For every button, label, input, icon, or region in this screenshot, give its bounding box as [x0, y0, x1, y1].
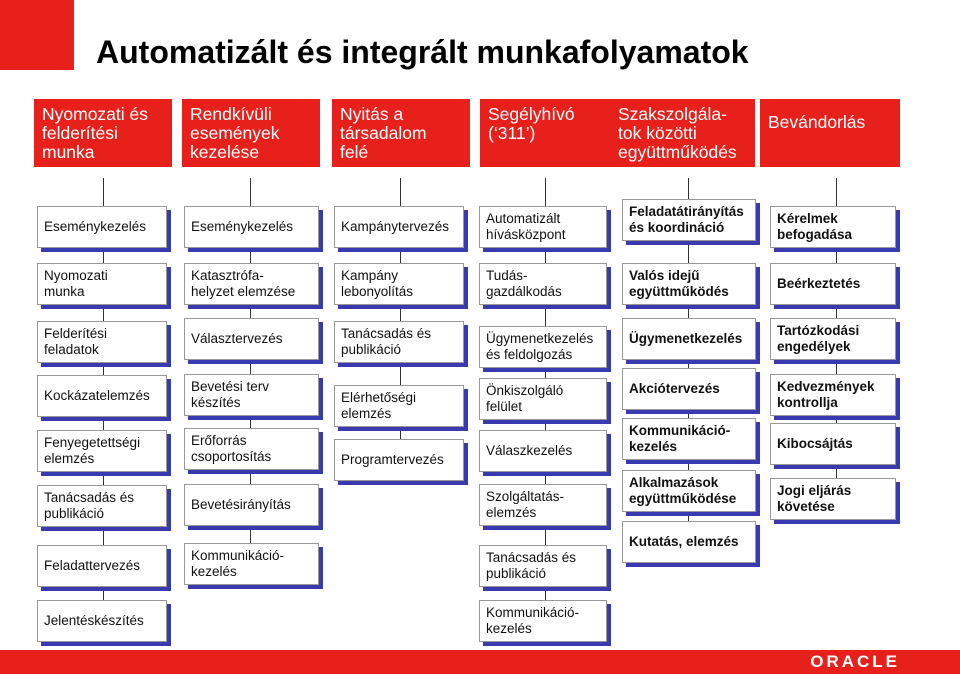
box-label: Elérhetőségi [341, 390, 417, 405]
process-box-elerhetosegi-elemzes [334, 385, 464, 427]
process-box-kommunikacio-kezeles [479, 600, 607, 642]
box-label: Jogi eljárás [777, 483, 852, 498]
box-label: Szolgáltatás- [486, 489, 565, 504]
box-label: Kockázatelemzés [44, 388, 150, 403]
box-label: Eseménykezelés [44, 219, 147, 234]
header-line: Nyitás a [340, 104, 404, 124]
box-label: Akciótervezés [629, 381, 720, 396]
column-header-5 [610, 99, 755, 167]
box-label: Felderítési [44, 326, 108, 341]
box-label: csoportosítás [191, 449, 272, 464]
header-line: Rendkívüli [190, 104, 272, 124]
process-box-ugymenetkezeles [622, 318, 756, 360]
header-line: munka [42, 142, 95, 162]
box-label: Kibocsájtás [777, 436, 853, 451]
process-box-eroforras-csoportositas [184, 428, 319, 470]
process-box-felderitesi-feladatok [37, 321, 167, 363]
header-line: felderítési [42, 123, 118, 143]
box-label: Programtervezés [341, 452, 444, 467]
header-line: (‘311’) [488, 123, 536, 143]
process-box-valasztervezes [184, 318, 319, 360]
box-label: kezelés [486, 621, 532, 636]
box-label: Tanácsadás és [44, 490, 135, 505]
process-box-kerelmek-befogadasa [770, 206, 896, 248]
process-box-valaszkezeles [479, 430, 607, 472]
header-line: Szakszolgála- [618, 104, 727, 124]
column-header-2 [182, 99, 320, 167]
process-box-esemenykezeles [37, 206, 167, 248]
column-header-1 [34, 99, 172, 167]
box-label: Beérkeztetés [777, 276, 861, 291]
box-label: Kommunikáció- [629, 423, 731, 438]
box-label: Kutatás, elemzés [629, 534, 739, 549]
box-label: Kampány [341, 268, 399, 283]
process-box-ugymenetkezeles-es-feldolgozas [479, 326, 607, 368]
process-box-kampanytervezes [334, 206, 464, 248]
box-label: Bevetési terv [191, 379, 270, 394]
header-line: társadalom [340, 123, 427, 143]
header-line: Nyomozati és [42, 104, 149, 124]
header-line: Bevándorlás [768, 112, 866, 132]
box-label: engedélyek [777, 339, 851, 354]
box-label: Tanácsadás és [341, 326, 432, 341]
process-box-tanacsadas-es-publikacio [334, 321, 464, 363]
box-label: Tanácsadás és [486, 550, 577, 565]
process-box-kommunikacio-kezeles [184, 543, 319, 585]
process-box-valos-ideju-egyuttmukodes [622, 263, 756, 305]
process-box-kedvezmenyek-kontrollja [770, 374, 896, 416]
box-label: Eseménykezelés [191, 219, 294, 234]
process-box-kibocsajtas [770, 423, 896, 465]
process-box-automatizalt-hivaskozpont [479, 206, 607, 248]
process-box-kampany-lebonyolitas [334, 263, 464, 305]
box-label: Ügymenetkezelés [629, 331, 743, 346]
box-label: Kommunikáció- [486, 605, 580, 620]
page-title: Automatizált és integrált munkafolyamatok [96, 34, 749, 70]
red-corner-block [0, 0, 74, 70]
process-box-kommunikacio-kezeles [622, 418, 756, 460]
box-label: Tartózkodási [777, 323, 860, 338]
box-label: publikáció [486, 566, 547, 581]
box-label: Ügymenetkezelés [486, 331, 594, 346]
box-label: Automatizált [486, 211, 561, 226]
box-label: kezelés [191, 564, 237, 579]
process-box-jelenteskeszites [37, 600, 167, 642]
box-label: Választervezés [191, 331, 283, 346]
box-label: együttműködés [629, 284, 729, 299]
box-label: Önkiszolgáló [486, 383, 564, 398]
box-label: Válaszkezelés [486, 443, 573, 458]
box-label: hívásközpont [486, 227, 566, 242]
process-box-nyomozati-munka [37, 263, 167, 305]
box-label: feladatok [44, 342, 99, 357]
process-box-jogi-eljaras-kovetese [770, 478, 896, 520]
box-label: befogadása [777, 227, 853, 242]
process-box-tanacsadas-es-publikacio [479, 545, 607, 587]
column-header-6 [760, 99, 900, 167]
box-label: elemzés [44, 451, 95, 466]
process-box-katasztrofa-helyzet-elemzese [184, 263, 319, 305]
process-box-fenyegetettsegi-elemzes [37, 430, 167, 472]
process-box-tanacsadas-es-publikacio [37, 485, 167, 527]
box-label: gazdálkodás [486, 284, 562, 299]
header-line: kezelése [190, 142, 260, 162]
box-label: Erőforrás [191, 433, 247, 448]
box-label: lebonyolítás [341, 284, 414, 299]
process-box-bevetesi-terv-keszites [184, 374, 319, 416]
box-label: Tudás- [486, 268, 528, 283]
process-box-bevetesiranyitas [184, 484, 319, 526]
process-box-esemenykezeles [184, 206, 319, 248]
box-label: elemzés [486, 505, 537, 520]
box-label: Kommunikáció- [191, 548, 285, 563]
header-line: felé [340, 142, 369, 162]
box-label: munka [44, 284, 85, 299]
box-label: felület [486, 399, 523, 414]
header-line: tok közötti [618, 123, 697, 143]
box-label: Katasztrófa- [191, 268, 264, 283]
box-label: Fenyegetettségi [44, 435, 141, 450]
box-label: és koordináció [629, 220, 725, 235]
header-line: események [190, 123, 280, 143]
process-box-beerkeztetes [770, 263, 896, 305]
box-label: Bevetésirányítás [191, 497, 291, 512]
box-label: kezelés [629, 439, 678, 454]
box-label: publikáció [341, 342, 402, 357]
process-box-tartozkodasi-engedelyek [770, 318, 896, 360]
box-label: elemzés [341, 406, 392, 421]
process-box-szolgaltatas-elemzes [479, 484, 607, 526]
box-label: Alkalmazások [629, 475, 719, 490]
box-label: követése [777, 499, 835, 514]
process-box-tudas-gazdalkodas [479, 263, 607, 305]
box-label: helyzet elemzése [191, 284, 296, 299]
process-box-onkiszolgalo-felulet [479, 378, 607, 420]
box-label: Valós idejű [629, 268, 700, 283]
box-label: készítés [191, 395, 241, 410]
box-label: Feladatátirányítás [629, 204, 744, 219]
box-label: publikáció [44, 506, 105, 521]
header-line: Segélyhívó [488, 104, 575, 124]
process-box-feladattervezes [37, 545, 167, 587]
process-box-programtervezes [334, 439, 464, 481]
box-label: együttműködése [629, 491, 737, 506]
box-label: és feldolgozás [486, 347, 573, 362]
column-header-4 [480, 99, 618, 167]
process-box-kockazatelemzes [37, 375, 167, 417]
box-label: Kedvezmények [777, 379, 875, 394]
box-label: Nyomozati [44, 268, 108, 283]
box-label: Kérelmek [777, 211, 838, 226]
box-label: Jelentéskészítés [44, 613, 144, 628]
box-label: kontrollja [777, 395, 838, 410]
process-box-feladatatiranyitas-es-koordinacio [622, 199, 756, 241]
oracle-logo: ORACLE [810, 652, 900, 671]
column-header-3 [332, 99, 470, 167]
header-line: együttműködés [618, 142, 737, 162]
process-box-akciotervezes [622, 368, 756, 410]
process-box-alkalmazasok-egyuttmukodese [622, 470, 756, 512]
process-box-kutatas-elemzes [622, 521, 756, 563]
box-label: Kampánytervezés [341, 219, 450, 234]
box-label: Feladattervezés [44, 558, 141, 573]
